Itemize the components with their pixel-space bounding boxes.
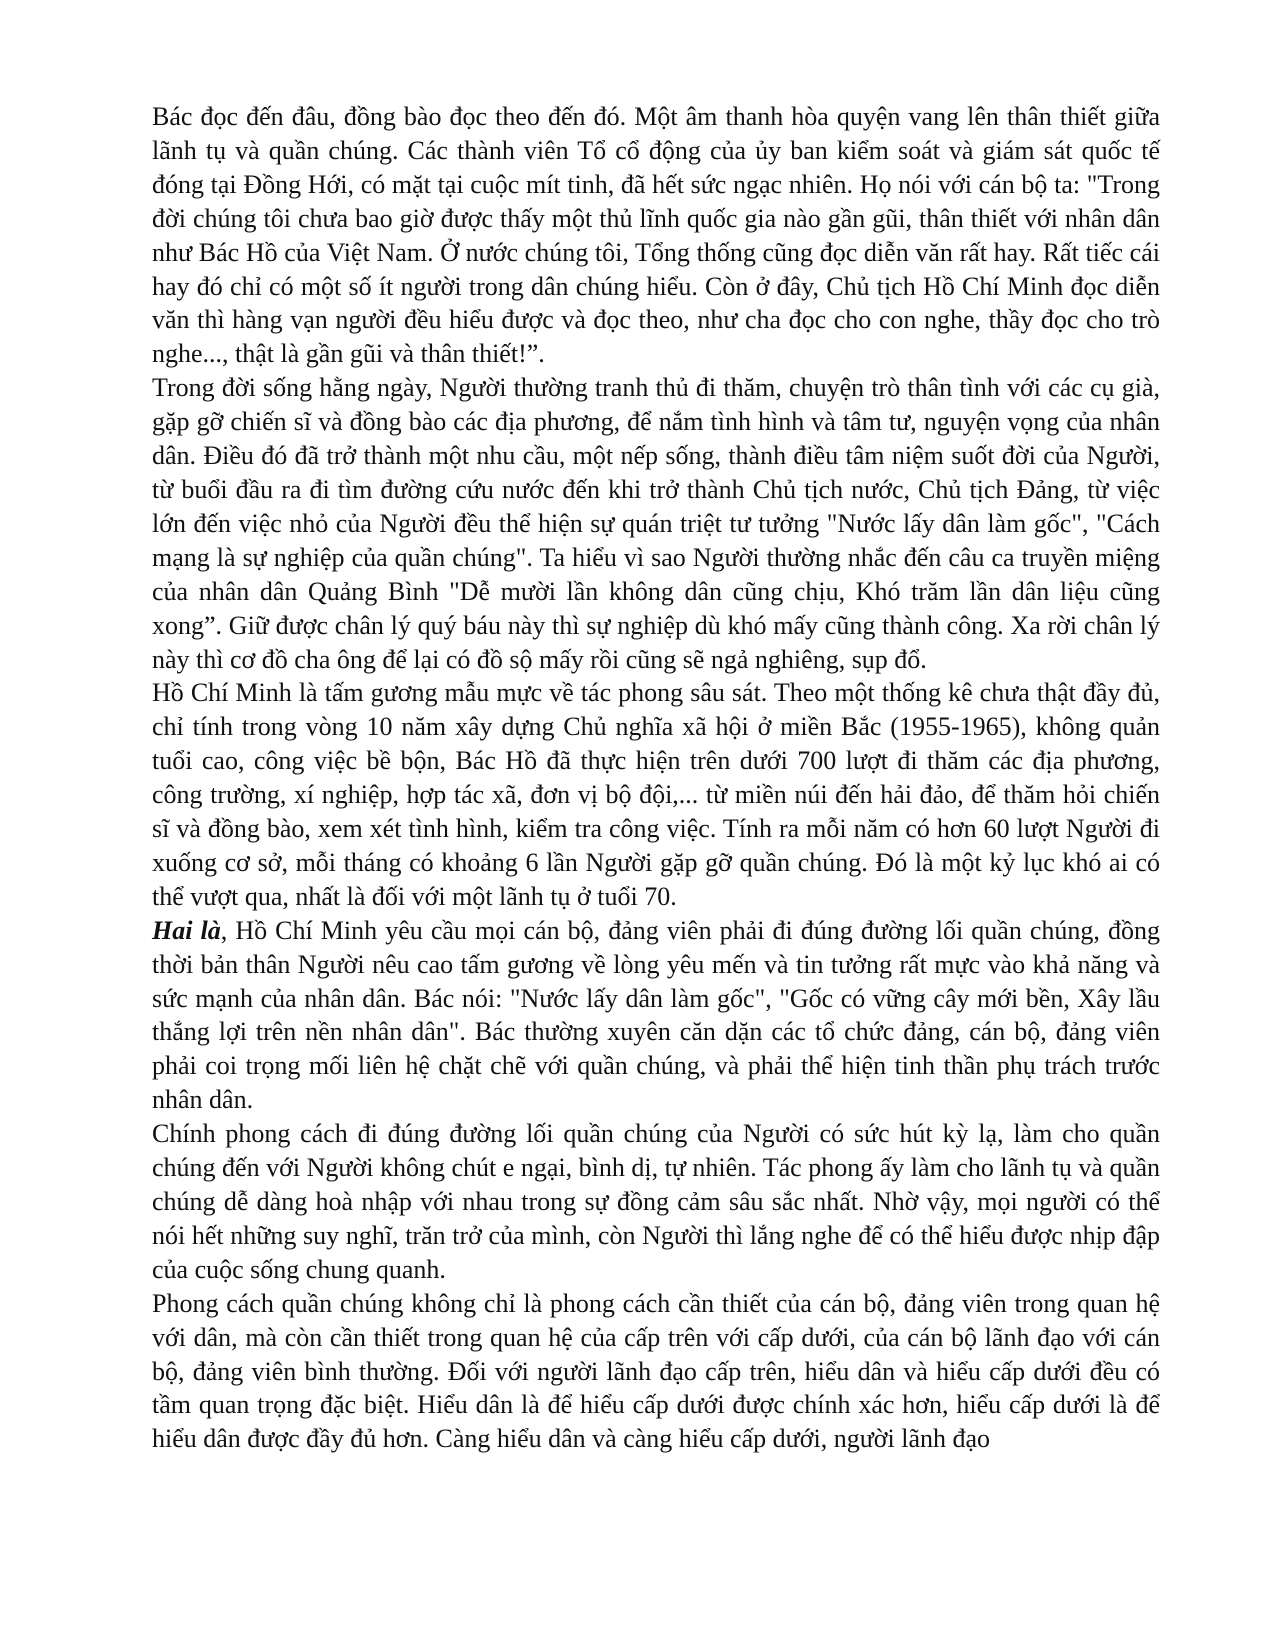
paragraph-lead-hai-la: Hai là [152, 915, 221, 945]
paragraph-5: Chính phong cách đi đúng đường lối quần chúng của Người có sức hút kỳ lạ, làm cho quần chúng đến với Người không chút e ngại, bình dị, tự nhiên. Tác phong ấy làm cho lãnh tụ và quần chúng dễ dàng hoà nhập với nhau trong sự đồng cảm sâu sắc nhất. Nhờ vậy, mọi người có thể nói hết những suy nghĩ, trăn trở của mình, còn Người thì lắng nghe để có thể hiểu được nhịp đập của cuộc sống chung quanh. [152, 1119, 1160, 1284]
paragraph-4-body: , Hồ Chí Minh yêu cầu mọi cán bộ, đảng viên phải đi đúng đường lối quần chúng, đồng thời bản thân Người nêu cao tấm gương về lòng yêu mến và tin tưởng rất mực vào khả năng và sức mạnh của nhân dân. Bác nói: "Nước lấy dân làm gốc", "Gốc có vững cây mới bền, Xây lầu thắng lợi trên nền nhân dân". Bác thường xuyên căn dặn các tổ chức đảng, cán bộ, đảng viên phải coi trọng mối liên hệ chặt chẽ với quần chúng, và phải thể hiện tinh thần phụ trách trước nhân dân. [152, 915, 1160, 1115]
paragraph-6: Phong cách quần chúng không chỉ là phong cách cần thiết của cán bộ, đảng viên trong quan hệ với dân, mà còn cần thiết trong quan hệ của cấp trên với cấp dưới, của cán bộ lãnh đạo với cán bộ, đảng viên bình thường. Đối với người lãnh đạo cấp trên, hiểu dân và hiểu cấp dưới đều có tầm quan trọng đặc biệt. Hiểu dân là để hiểu cấp dưới được chính xác hơn, hiểu cấp dưới là để hiểu dân được đầy đủ hơn. Càng hiểu dân và càng hiểu cấp dưới, người lãnh đạo [152, 1288, 1160, 1454]
paragraph-1: Bác đọc đến đâu, đồng bào đọc theo đến đó. Một âm thanh hòa quyện vang lên thân thiết giữa lãnh tụ và quần chúng. Các thành viên Tổ cổ động của ủy ban kiểm soát và giám sát quốc tế đóng tại Đồng Hới, có mặt tại cuộc mít tinh, đã hết sức ngạc nhiên. Họ nói với cán bộ ta: "Trong đời chúng tôi chưa bao giờ được thấy một thủ lĩnh quốc gia nào gần gũi, thân thiết với nhân dân như Bác Hồ của Việt Nam. Ở nước chúng tôi, Tổng thống cũng đọc diễn văn rất hay. Rất tiếc cái hay đó chỉ có một số ít người trong dân chúng hiểu. Còn ở đây, Chủ tịch Hồ Chí Minh đọc diễn văn thì hàng vạn người đều hiểu được và đọc theo, như cha đọc cho con nghe, thầy đọc cho trò nghe..., thật là gần gũi và thân thiết!”. [152, 102, 1160, 369]
paragraph-2: Trong đời sống hằng ngày, Người thường tranh thủ đi thăm, chuyện trò thân tình với các cụ già, gặp gỡ chiến sĩ và đồng bào các địa phương, để nắm tình hình và tâm tư, nguyện vọng của nhân dân. Điều đó đã trở thành một nhu cầu, một nếp sống, thành điều tâm niệm suốt đời của Người, từ buổi đầu ra đi tìm đường cứu nước đến khi trở thành Chủ tịch nước, Chủ tịch Đảng, từ việc lớn đến việc nhỏ của Người đều thể hiện sự quán triệt tư tưởng "Nước lấy dân làm gốc", "Cách mạng là sự nghiệp của quần chúng". Ta hiểu vì sao Người thường nhắc đến câu ca truyền miệng của nhân dân Quảng Bình "Dễ mười lần không dân cũng chịu, Khó trăm lần dân liệu cũng xong”. Giữ được chân lý quý báu này thì sự nghiệp dù khó mấy cũng thành công. Xa rời chân lý này thì cơ đồ cha ông để lại có đồ sộ mấy rồi cũng sẽ ngả nghiêng, sụp đổ. [152, 373, 1160, 674]
document-page [152, 100, 1160, 1456]
paragraph-4 [152, 914, 1160, 1117]
paragraph-3: Hồ Chí Minh là tấm gương mẫu mực về tác phong sâu sát. Theo một thống kê chưa thật đầy đủ, chỉ tính trong vòng 10 năm xây dựng Chủ nghĩa xã hội ở miền Bắc (1955-1965), không quản tuổi cao, công việc bề bộn, Bác Hồ đã thực hiện trên dưới 700 lượt đi thăm các địa phương, công trường, xí nghiệp, hợp tác xã, đơn vị bộ đội,... từ miền núi đến hải đảo, để thăm hỏi chiến sĩ và đồng bào, xem xét tình hình, kiểm tra công việc. Tính ra mỗi năm có hơn 60 lượt Người đi xuống cơ sở, mỗi tháng có khoảng 6 lần Người gặp gỡ quần chúng. Đó là một kỷ lục khó ai có thể vượt qua, nhất là đối với một lãnh tụ ở tuổi 70. [152, 678, 1160, 911]
